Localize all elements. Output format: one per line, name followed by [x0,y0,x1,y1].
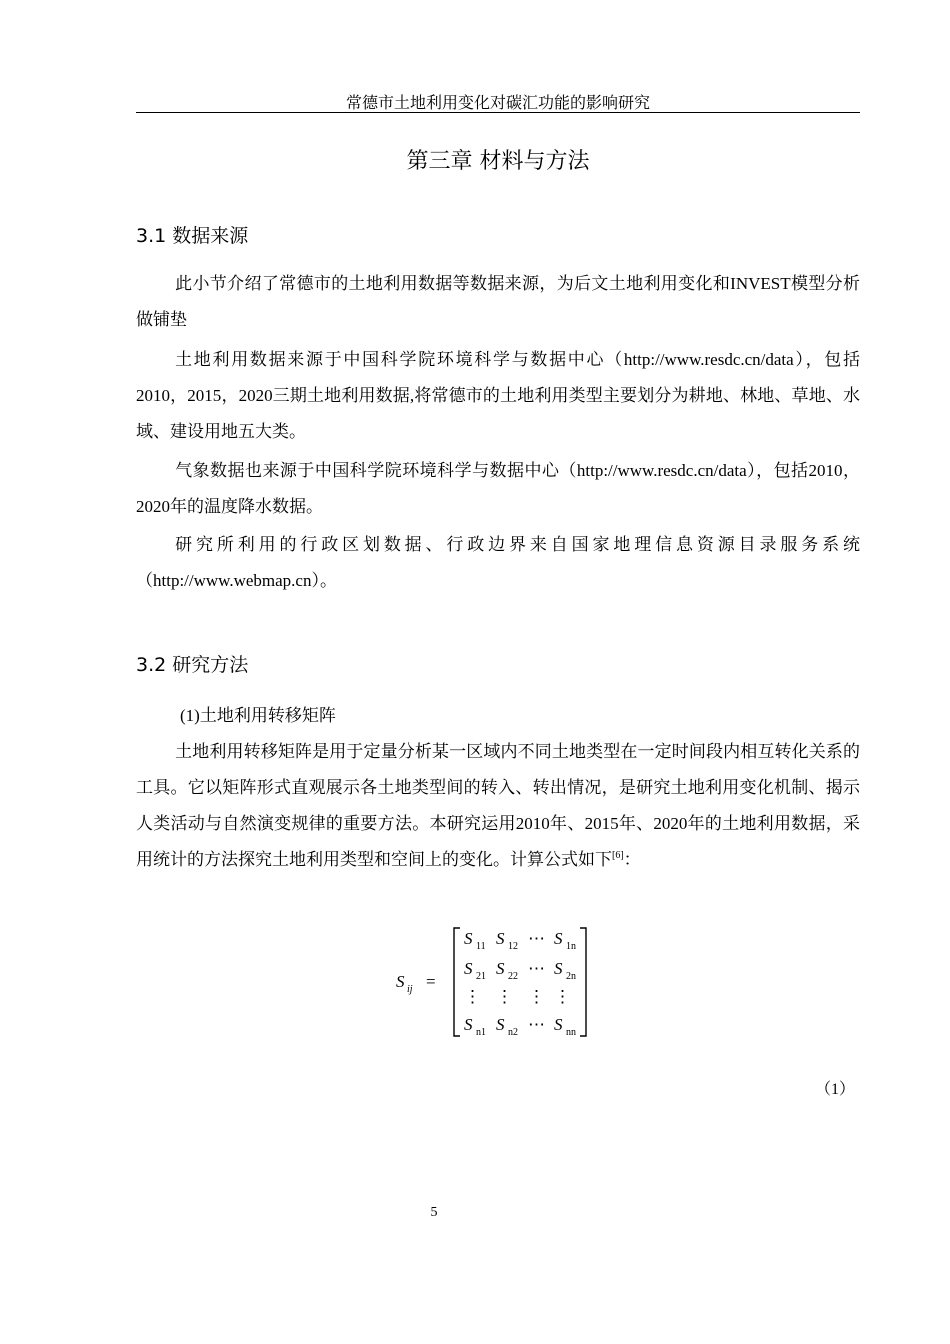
matrix-cell-subscript-3-0: n1 [476,1027,486,1038]
paragraph-land-use-data: 土地利用数据来源于中国科学院环境科学与数据中心（http://www.resdc.cn/data），包括2010，2015，2020三期土地利用数据,将常德市的土地利用类型主要划分为耕地、林地、草地、水域、建设用地五大类。 [136,350,860,441]
matrix-cell-1-3: S [554,959,563,978]
matrix-cell-subscript-0-0: 11 [476,941,486,952]
matrix-cell-subscript-3-3: nn [566,1027,576,1038]
header-divider [136,112,860,113]
matrix-cell-subscript-1-0: 21 [476,971,486,982]
matrix-cell-0-1: S [496,929,505,948]
matrix-cell-1-0: S [464,959,473,978]
matrix-cell-2-3: ⋮ [554,987,571,1006]
matrix-cell-0-2: ⋯ [528,929,545,948]
formula-svg [390,918,600,1048]
matrix-cell-subscript-1-1: 22 [508,971,518,982]
matrix-cell-2-0: ⋮ [464,987,481,1006]
section-heading-data-sources: 3.1 数据来源 [136,225,249,247]
paragraph-end-colon: ： [623,850,641,869]
formula-lhs: S [396,972,405,991]
equation-number: （1） [814,1081,855,1098]
paragraph-admin-data: 研究所利用的行政区划数据、行政边界来自国家地理信息资源目录服务系统（http://www.webmap.cn）。 [136,535,860,590]
matrix-cell-0-3: S [554,929,563,948]
matrix-cell-0-0: S [464,929,473,948]
formula-lhs-subscript: ij [407,984,413,995]
matrix-cell-3-3: S [554,1015,563,1034]
matrix-cell-2-1: ⋮ [496,987,513,1006]
page-number: 5 [430,1205,438,1220]
matrix-cell-2-2: ⋮ [528,987,545,1006]
paragraph-transfer-matrix [136,734,860,878]
matrix-cell-subscript-1-3: 2n [566,971,576,982]
matrix-right-bracket [580,928,586,1036]
matrix-cell-subscript-0-1: 12 [508,941,518,952]
paragraph-transfer-matrix-text: 土地利用转移矩阵是用于定量分析某一区域内不同土地类型在一定时间段内相互转化关系的工具。它以矩阵形式直观展示各土地类型间的转入、转出情况，是研究土地利用变化机制、揭示人类活动与自然演变规律的重要方法。本研究运用2010年、2015年、2020年的土地利用数据，采用统计的方法探究土地利用类型和空间上的变化。计算公式如下 [136,742,860,869]
subheading-transfer-matrix: (1)土地利用转移矩阵 [180,706,336,725]
matrix-cell-1-1: S [496,959,505,978]
matrix-cell-3-0: S [464,1015,473,1034]
section-heading-methods: 3.2 研究方法 [136,654,249,676]
paragraph-weather-data: 气象数据也来源于中国科学院环境科学与数据中心（http://www.resdc.cn/data），包括2010，2020年的温度降水数据。 [136,461,860,516]
matrix-cell-subscript-0-3: 1n [566,941,576,952]
citation-reference: [6] [612,850,624,861]
formula-equals: = [426,972,436,991]
matrix-cell-subscript-3-1: n2 [508,1027,518,1038]
matrix-cell-3-1: S [496,1015,505,1034]
matrix-cell-1-2: ⋯ [528,959,545,978]
transfer-matrix-formula [390,918,600,1048]
matrix-cells [464,929,576,1038]
chapter-title: 第三章 材料与方法 [406,149,590,174]
matrix-cell-3-2: ⋯ [528,1015,545,1034]
paragraph-intro: 此小节介绍了常德市的土地利用数据等数据来源，为后文土地利用变化和INVEST模型分析做铺垫 [136,274,860,329]
matrix-left-bracket [454,928,460,1036]
running-header-title: 常德市土地利用变化对碳汇功能的影响研究 [345,93,650,112]
